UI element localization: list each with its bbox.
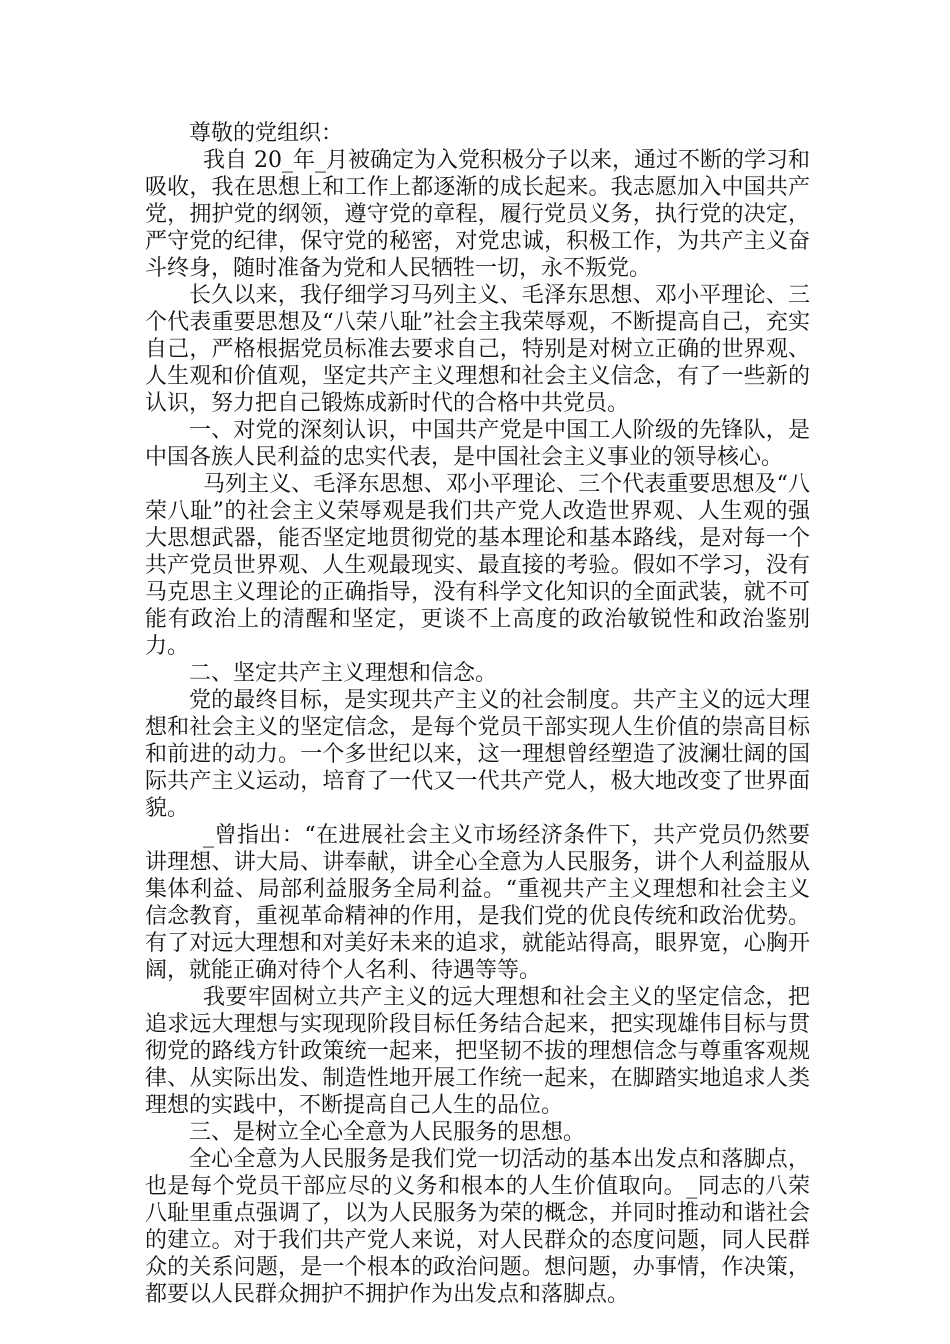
paragraph-goal: 党的最终目标，是实现共产主义的社会制度。共产主义的远大理想和社会主义的坚定信念，是每个党员干部实现人生价值的崇高目标和前进的动力。一个多世纪以来，这一理想曾经塑造了波澜壮阔的国际共产主义运动，培育了一代又一代共产党人，极大地改变了世界面貌。 xyxy=(145,688,810,821)
paragraph-heading-three: 三、是树立全心全意为人民服务的思想。 xyxy=(189,1120,586,1145)
paragraph-service: 全心全意为人民服务是我们党一切活动的基本出发点和落脚点，也是每个党员干部应尽的义务和根本的人生价值取向。_同志的八荣八耻里重点强调了，以为人民服务为荣的概念，并同时推动和谐社会的建立。对于我们共产党人来说，对人民群众的态度问题，同人民群众的关系问题，是一个根本的政治问题。想问题，办事情，作决策，都要以人民群众拥护不拥护作为出发点和落脚点。 xyxy=(145,1147,810,1307)
paragraph-heading-two: 二、坚定共产主义理想和信念。 xyxy=(189,661,498,686)
salutation: 尊敬的党组织： xyxy=(189,121,344,146)
paragraph-theory: 马列主义、毛泽东思想、邓小平理论、三个代表重要思想及“八荣八耻”的社会主义荣辱观是我们共产党人改造世界观、人生观的强大思想武器，能否坚定地贯彻党的基本理论和基本路线，是对每一个共产党员世界观、人生观最现实、最直接的考验。假如不学习，没有马克思主义理论的正确指导，没有科学文化知识的全面武装，就不可能有政治上的清醒和坚定，更谈不上高度的政治敏锐性和政治鉴别力。 xyxy=(145,472,810,659)
paragraph-study: 长久以来，我仔细学习马列主义、毛泽东思想、邓小平理论、三个代表重要思想及“八荣八耻”社会主我荣辱观，不断提高自己，充实自己，严格根据党员标准去要求自己，特别是对树立正确的世界观、人生观和价值观，坚定共产主义理想和社会主义信念，有了一些新的认识，努力把自己锻炼成新时代的合格中共党员。 xyxy=(145,283,810,416)
paragraph-intro: 我自 20_年_月被确定为入党积极分子以来，通过不断的学习和吸收，我在思想上和工作上都逐渐的成长起来。我志愿加入中国共产党，拥护党的纲领，遵守党的章程，履行党员义务，执行党的决定，严守党的纪律，保守党的秘密，对党忠诚，积极工作，为共产主义奋斗终身，随时准备为党和人民牺牲一切，永不叛党。 xyxy=(145,148,810,281)
paragraph-heading-one: 一、对党的深刻认识，中国共产党是中国工人阶级的先锋队，是中国各族人民利益的忠实代表，是中国社会主义事业的领导核心。 xyxy=(145,418,810,470)
paragraph-resolve: 我要牢固树立共产主义的远大理想和社会主义的坚定信念，把追求远大理想与实现现阶段目标任务结合起来，把实现雄伟目标与贯彻党的路线方针政策统一起来，把坚韧不拔的理想信念与尊重客观规律、从实际出发、制造性地开展工作统一起来，在脚踏实地追求人类理想的实践中，不断提高自己人生的品位。 xyxy=(145,985,810,1118)
letter-page xyxy=(145,120,810,1308)
paragraph-quote: _曾指出：“在进展社会主义市场经济条件下，共产党员仍然要讲理想、讲大局、讲奉献，讲全心全意为人民服务，讲个人利益服从集体利益、局部利益服务全局利益。“重视共产主义理想和社会主义信念教育，重视革命精神的作用，是我们党的优良传统和政治优势。有了对远大理想和对美好未来的追求，就能站得高，眼界宽，心胸开阔，就能正确对待个人名利、待遇等等。 xyxy=(145,823,810,983)
